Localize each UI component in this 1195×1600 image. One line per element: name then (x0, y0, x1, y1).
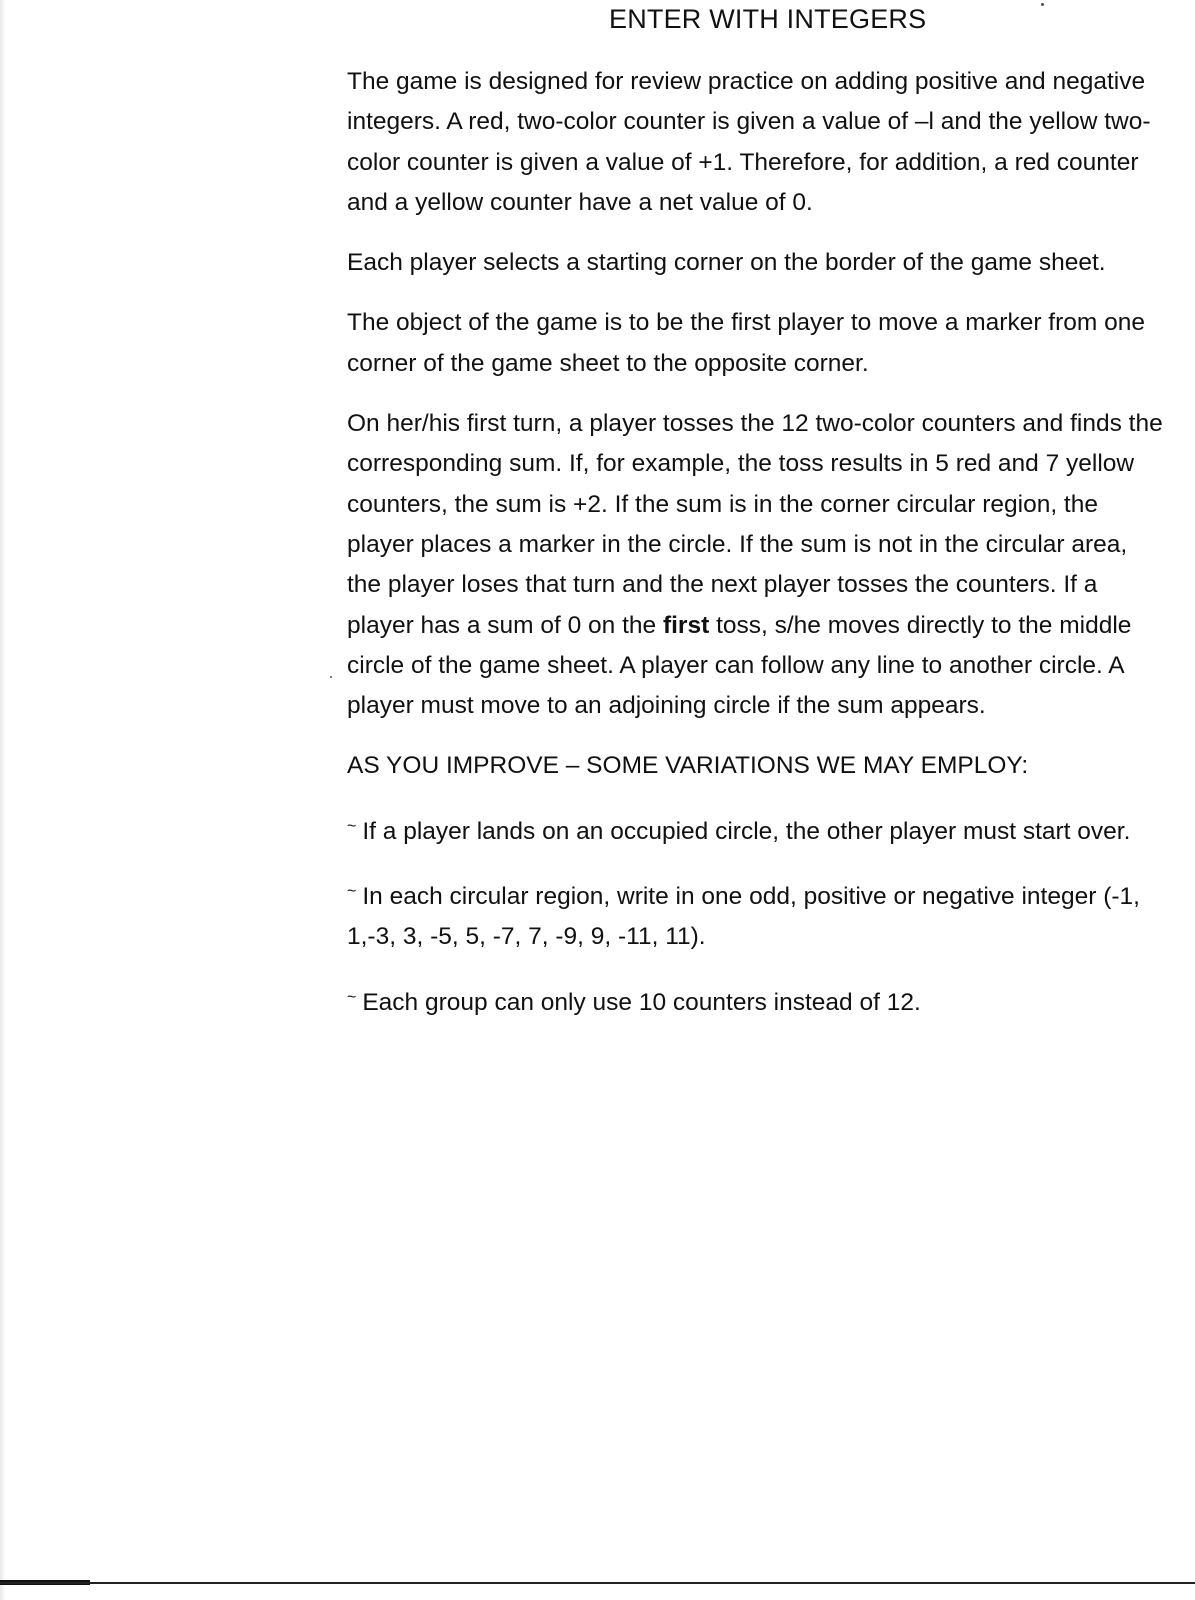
start-paragraph: Each player selects a starting corner on the border of the game sheet. (347, 249, 1106, 277)
bottom-edge-line (0, 1582, 1195, 1584)
instructions-body (347, 62, 1167, 1043)
variation-text-2: In each circular region, write in one odd, positive or negative integer (-1, 1,-3, 3, -5, 5, -7, 7, -9, 9, -11, 11). (347, 883, 1140, 951)
variations-heading: AS YOU IMPROVE – SOME VARIATIONS WE MAY EMPLOY: (347, 752, 1029, 780)
variation-item-1 (347, 807, 1167, 852)
turn-text-part-2: toss, s/he moves directly to the middle circle of the game sheet. A player can follow any line to another circle. A player must move to an adjoining circle if the sum appears. (347, 611, 1132, 720)
tilde-bullet: ~ (347, 988, 357, 1006)
variation-item-3 (347, 978, 1167, 1023)
variation-item-2 (347, 872, 1167, 958)
turn-text-bold: first (662, 611, 710, 639)
page-title: ENTER WITH INTEGERS (609, 4, 927, 34)
intro-paragraph: The game is designed for review practice on adding positive and negative integers. A red, two-color counter is given a value of –l and the yellow two-color counter is given a value of +1. Therefore, for addition, a red counter and a yellow counter have a net value of 0. (347, 68, 1151, 216)
turn-text-part-1: On her/his first turn, a player tosses the 12 two-color counters and finds the corresponding sum. If, for example, the toss results in 5 red and 7 yellow counters, the sum is +2. If the sum is in the corner circular region, the player places a marker in the circle. If the sum is not in the circular area, the player loses that turn and the next player tosses the counters. If a player has a sum of 0 on the (347, 410, 1163, 639)
scan-speck (330, 676, 332, 678)
scan-speck (1041, 3, 1044, 6)
tilde-bullet: ~ (347, 817, 357, 835)
tilde-bullet: ~ (347, 883, 357, 901)
variation-text-1: If a player lands on an occupied circle, the other player must start over. (362, 817, 1131, 845)
variation-text-3: Each group can only use 10 counters instead of 12. (362, 988, 921, 1016)
scan-edge-shadow (0, 0, 6, 1600)
turn-paragraph (347, 404, 1167, 726)
object-paragraph: The object of the game is to be the first player to move a marker from one corner of the game sheet to the opposite corner. (347, 309, 1145, 377)
